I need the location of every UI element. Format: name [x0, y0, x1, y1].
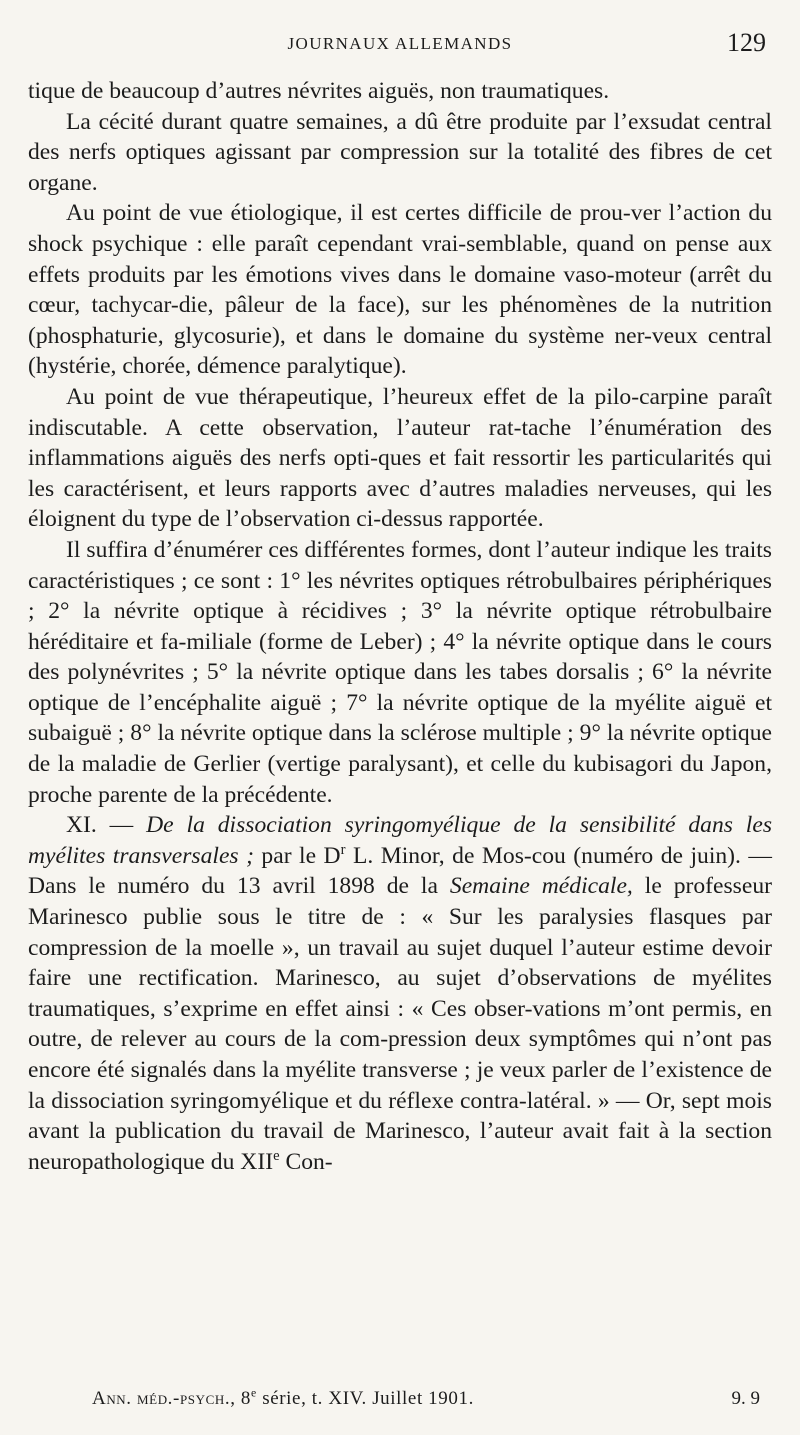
body-text [28, 76, 772, 1177]
footer-series-superscript: e [251, 1386, 257, 1400]
journal-name: Semaine médicale, [449, 873, 633, 900]
running-head [0, 28, 800, 64]
article-byline: par le D [253, 842, 341, 869]
paragraph-cecite: La cécité durant quatre semaines, a dû être produite par l’exsudat central des nerfs optiques agissant par compression sur la totalité des fibres de cet organe. [28, 108, 772, 196]
article-text-a: L. Minor, de Mos-cou (numéro de juin). — Dans le numéro du 13 avril 1898 de la [28, 842, 773, 900]
paragraph-section-xi [28, 810, 772, 1177]
footer-series: , 8 [230, 1388, 252, 1409]
article-text-b: le professeur Marinesco publie sous le titre de : « Sur les paralysies flasques par compression de la moelle », un travail au sujet duquel l’auteur estime devoir faire une rectification. Marinesco, au sujet d’observations de myélites traumatiques, s’exprime en effet ainsi : « Ces obser-vations m’ont permis, en outre, de relever au cours de la com-pression deux symptômes qui n’ont pas encore été signalés dans la myélite transverse ; je veux parler de l’existence de la dissociation syringomyélique et du réflexe contra-latéral. » — Or, sept mois avant la publication du travail de Marinesco, l’auteur avait fait à la section neuropathologique du XII [28, 873, 772, 1175]
byline-superscript: r [340, 841, 346, 858]
paragraph-therapeutique: Au point de vue thérapeutique, l’heureux effet de la pilo-carpine paraît indiscutable. A cette observation, l’auteur rat-tache l’énumération des inflammations aiguës des nerfs opti-ques et fait ressortir les particularités qui les caractérisent, et leurs rapports avec d’autres maladies nerveuses, qui les éloignent du type de l’observation ci-dessus rapportée. [28, 383, 772, 533]
paragraph-continuation: tique de beaucoup d’autres névrites aiguës, non traumatiques. [28, 78, 610, 104]
footer-citation [92, 1388, 474, 1410]
running-title: JOURNAUX ALLEMANDS [287, 34, 513, 53]
congress-superscript: e [273, 1147, 280, 1164]
article-text-c: Con- [279, 1148, 333, 1175]
paragraph-etiologique: Au point de vue étiologique, il est certes difficile de prou-ver l’action du shock psychique : elle paraît cependant vrai-semblable, quand on pense aux effets produits par les émotions vives dans le domaine vaso-moteur (arrêt du cœur, tachycar-die, pâleur de la face), sur les phénomènes de la nutrition (phosphaturie, glycosurie), et dans le domaine du système ner-veux central (hystérie, chorée, démence paralytique). [28, 200, 772, 380]
footer-rest: série, t. XIV. Juillet 1901. [256, 1388, 474, 1409]
page-number: 129 [727, 28, 766, 57]
section-number: XI. — [66, 812, 147, 839]
footer-journal: Ann. méd.-psych. [92, 1388, 231, 1409]
article-title: De la dissociation syringomyélique de la sensibilité dans les myélites transversales ; [28, 812, 773, 869]
page-footer [0, 1388, 800, 1418]
paragraph-formes: Il suffira d’énumérer ces différentes formes, dont l’auteur indique les traits caractéristiques ; ce sont : 1° les névrites optiques rétrobulbaires périphériques ; 2° la névrite optique à récidives ; 3° la névrite optique rétrobulbaire héréditaire et fa-miliale (forme de Leber) ; 4° la névrite optique dans le cours des polynévrites ; 5° la névrite optique dans les tabes dorsalis ; 6° la névrite optique de l’encéphalite aiguë ; 7° la névrite optique de la myélite aiguë et subaiguë ; 8° la névrite optique dans la sclérose multiple ; 9° la névrite optique de la maladie de Gerlier (vertige paralysant), et celle du kubisagori du Japon, proche parente de la précédente. [28, 536, 772, 808]
footer-signature: 9. 9 [731, 1388, 760, 1409]
